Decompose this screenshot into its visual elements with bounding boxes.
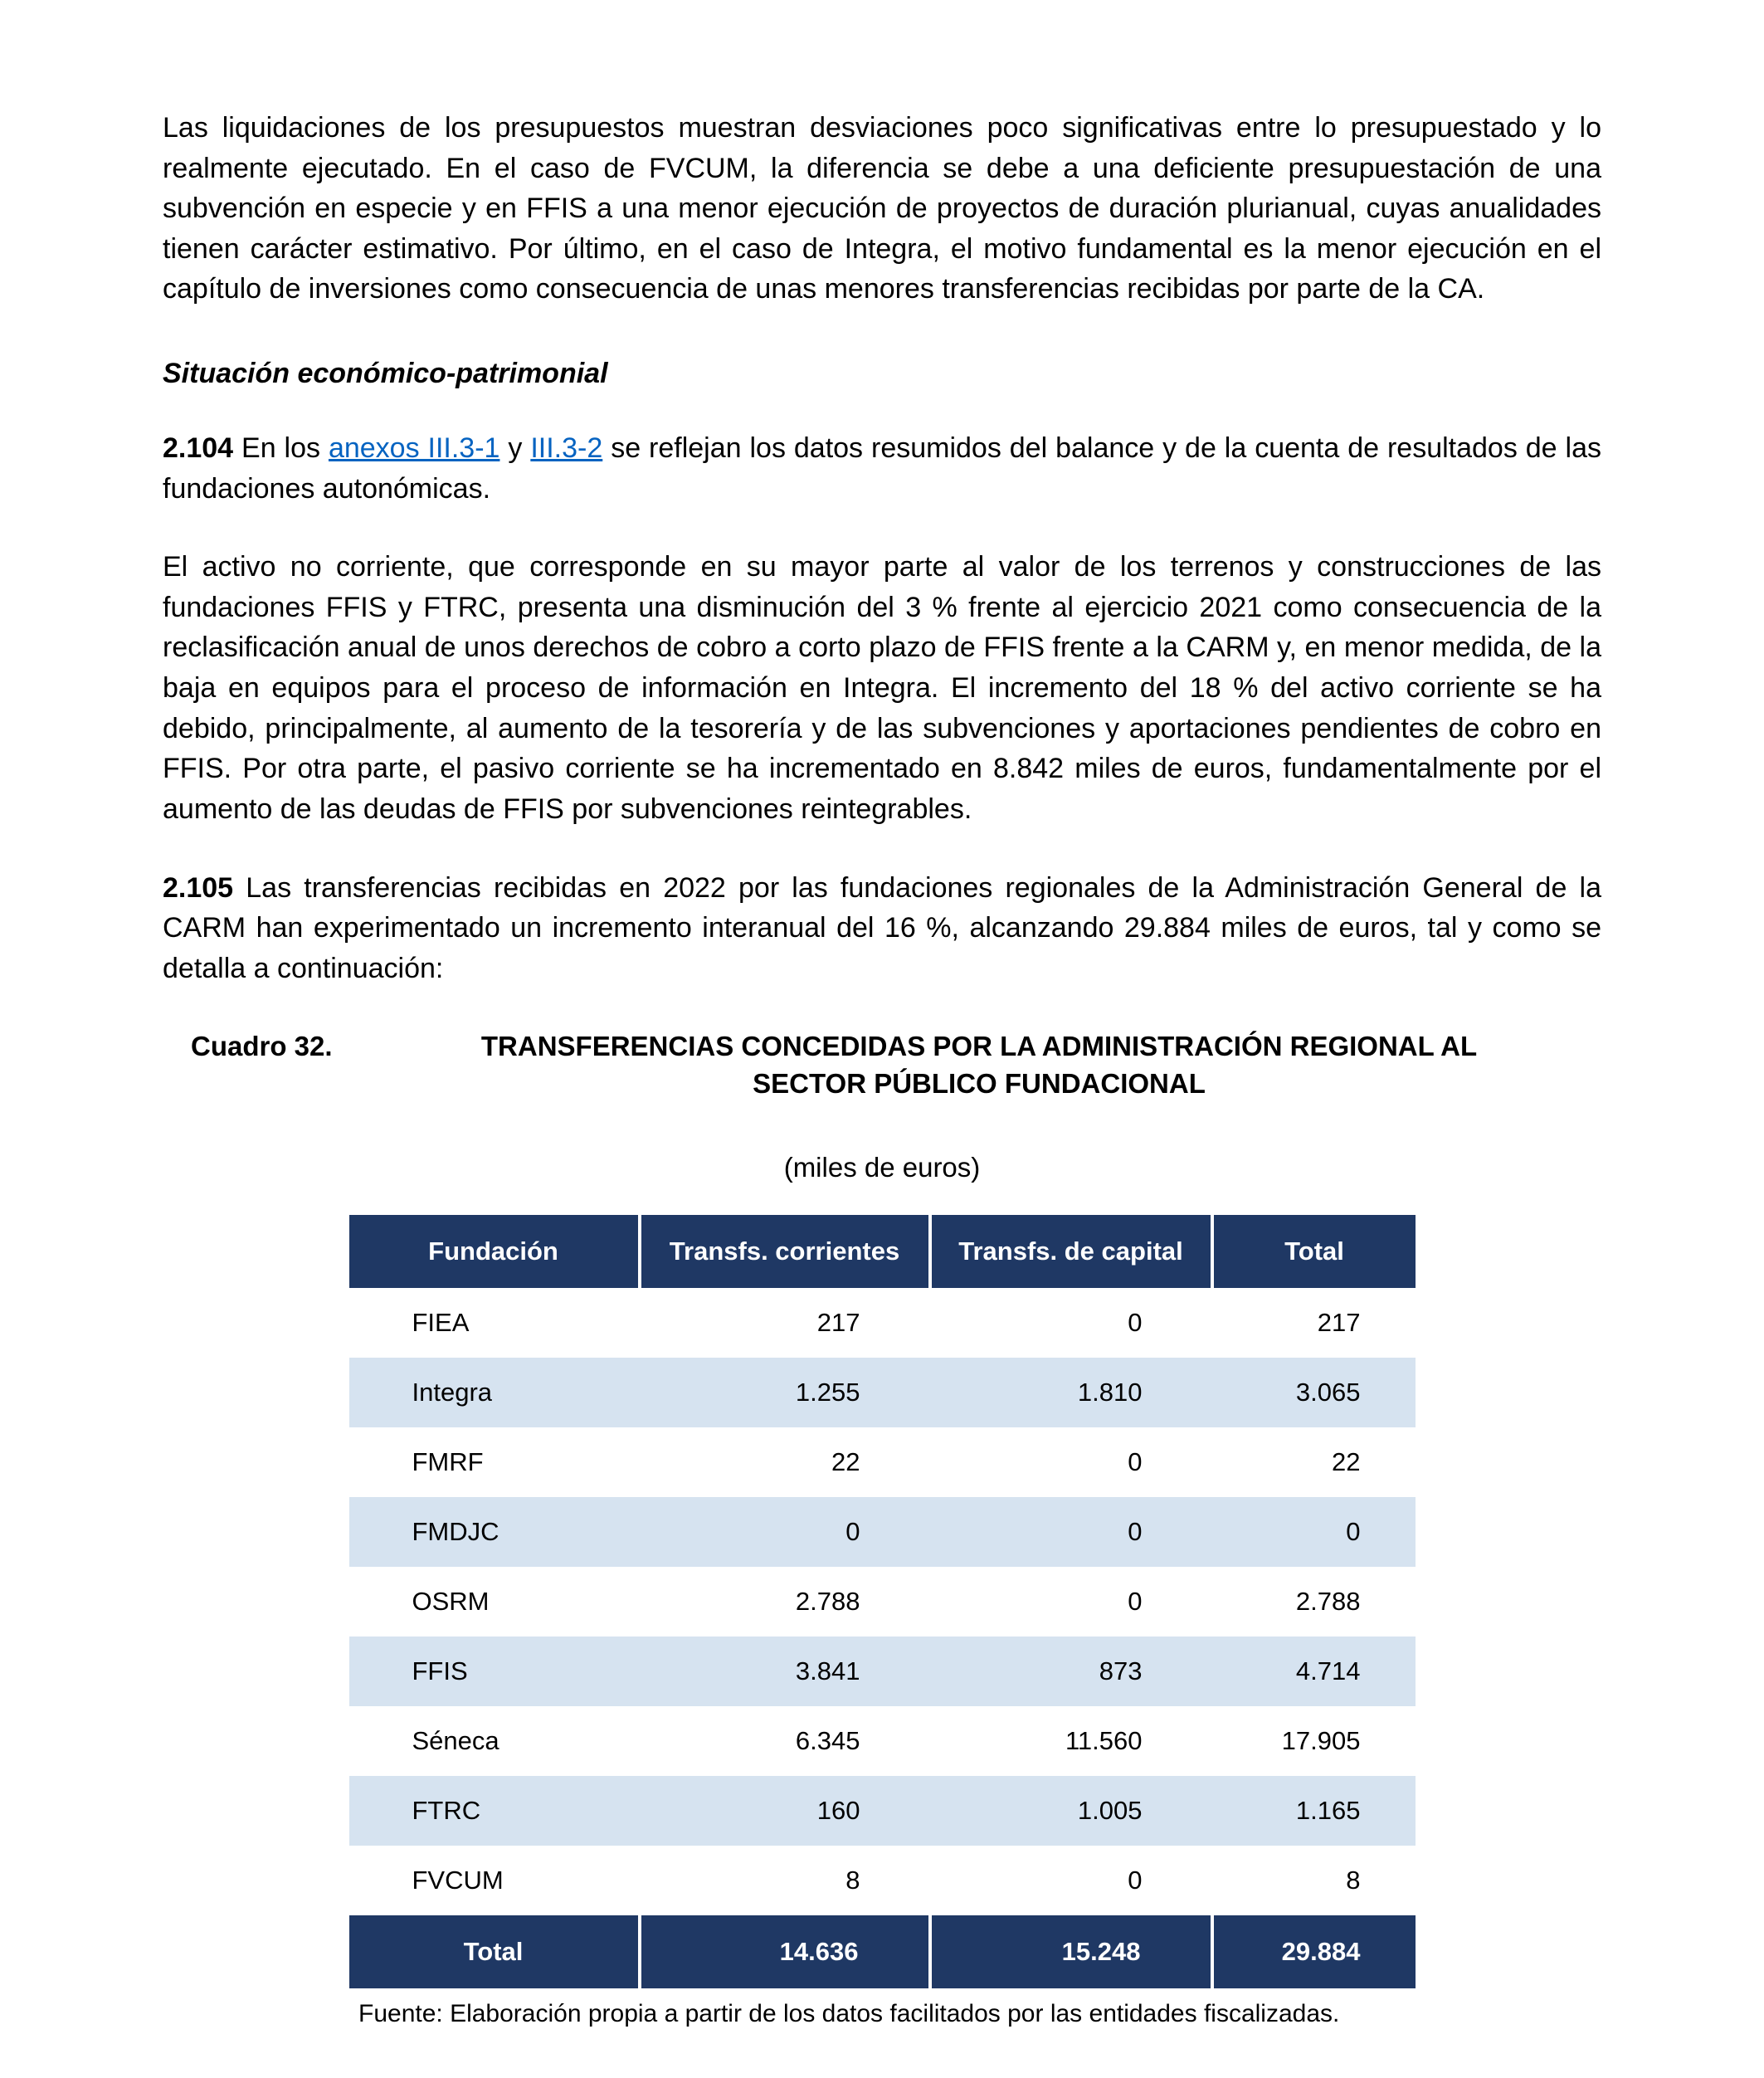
column-header-transfs-corrientes: Transfs. corrientes [640,1215,930,1288]
cell-total: 8 [1346,1866,1361,1895]
cell-fundacion: FVCUM [412,1866,504,1895]
cell-fundacion: FMRF [412,1447,484,1477]
cell-fundacion: FMDJC [412,1517,499,1547]
cell-capital: 1.005 [1077,1796,1143,1826]
cell-capital: 11.560 [1065,1726,1143,1756]
table-row [349,1637,1416,1706]
cell-capital: 0 [1128,1517,1143,1547]
cell-total: 4.714 [1295,1656,1361,1686]
total-corrientes: 14.636 [640,1915,930,1988]
cell-total: 0 [1346,1517,1361,1547]
paragraph-2105-text: Las transferencias recibidas en 2022 por las fundaciones regionales de la Administración General de la CARM han experimentado un incremento interanual del 16 %, alcanzando 29.884 miles de euros, tal y como se detalla a continuación: [163,871,1601,984]
cell-corrientes: 1.255 [795,1378,860,1407]
cell-capital: 0 [1128,1587,1143,1617]
table-row [349,1358,1416,1427]
paragraph-2104-pre: En los [233,432,329,465]
cell-total: 17.905 [1281,1726,1361,1756]
total-capital: 15.248 [930,1915,1212,1988]
paragraph-liquidaciones: Las liquidaciones de los presupuestos muestran desviaciones poco significativas entre lo presupuestado y lo realmente ejecutado. En el caso de FVCUM, la diferencia se debe a una deficiente presupuestación de una subvención en especie y en FFIS a una menor ejecución de proyectos de duración plurianual, cuyas anualidades tienen carácter estimativo. Por último, en el caso de Integra, el motivo fundamental es la menor ejecución en el capítulo de inversiones como consecuencia de unas menores transferencias recibidas por parte de la CA. [163,112,1601,305]
table-caption [191,1028,1601,1102]
transfers-table [349,1215,1416,1988]
cell-corrientes: 2.788 [795,1587,860,1617]
table-caption-label: Cuadro 32. [191,1031,333,1062]
cell-corrientes: 160 [816,1796,860,1826]
paragraph-2104 [163,428,1601,509]
table-header-row [349,1215,1416,1288]
table-row [349,1288,1416,1358]
cell-total: 22 [1332,1447,1361,1477]
table-row [349,1706,1416,1776]
cell-corrientes: 6.345 [795,1726,860,1756]
cell-total: 3.065 [1295,1378,1361,1407]
column-header-transfs-capital: Transfs. de capital [930,1215,1212,1288]
transfers-table-header [349,1215,1416,1288]
paragraph-2104-post: se reflejan los datos resumidos del balance y de la cuenta de resultados de las fundaciones autonómicas. [163,432,1601,505]
cell-corrientes: 0 [845,1517,860,1547]
paragraph-2104-and: y [499,432,531,465]
cell-fundacion: FIEA [412,1308,470,1338]
table-row [349,1567,1416,1637]
column-header-total: Total [1212,1215,1416,1288]
link-anexo-iii-3-2[interactable]: III.3-2 [530,432,603,465]
table-total-row [349,1915,1416,1988]
cell-corrientes: 8 [845,1866,860,1895]
total-row-label: Total [349,1915,640,1988]
paragraph-2105 [163,868,1601,989]
transfers-table-footer [349,1915,1416,1988]
cell-corrientes: 3.841 [795,1656,860,1686]
paragraph-number-2104: 2.104 [163,432,234,465]
cell-capital: 1.810 [1077,1378,1143,1407]
cell-capital: 0 [1128,1866,1143,1895]
link-anexo-iii-3-1[interactable]: anexos III.3-1 [328,432,500,465]
table-caption-title: TRANSFERENCIAS CONCEDIDAS POR LA ADMINISTRACIÓN REGIONAL AL SECTOR PÚBLICO FUNDACIONAL [480,1031,1478,1099]
cell-total: 217 [1317,1308,1361,1338]
cell-fundacion: Séneca [412,1726,499,1756]
table-units-note: (miles de euros) [783,1152,981,1183]
section-heading-situacion-economico-patrimonial: Situación económico-patrimonial [163,358,608,390]
cell-total: 2.788 [1295,1587,1361,1617]
cell-corrientes: 217 [816,1308,860,1338]
table-row [349,1497,1416,1567]
table-row [349,1846,1416,1915]
total-total: 29.884 [1212,1915,1416,1988]
cell-total: 1.165 [1295,1796,1361,1826]
table-source-note: Fuente: Elaboración propia a partir de los datos facilitados por las entidades fiscalizadas. [358,2000,1340,2028]
cell-fundacion: FFIS [412,1656,468,1686]
cell-capital: 0 [1128,1308,1143,1338]
cell-fundacion: OSRM [412,1587,490,1617]
paragraph-number-2105: 2.105 [163,871,234,904]
table-row [349,1427,1416,1497]
cell-capital: 873 [1099,1656,1143,1686]
table-row [349,1776,1416,1846]
cell-fundacion: Integra [412,1378,493,1407]
paragraph-activo-no-corriente: El activo no corriente, que corresponde en su mayor parte al valor de los terrenos y construcciones de las fundaciones FFIS y FTRC, presenta una disminución del 3 % frente al ejercicio 2021 como consecuencia de la reclasificación anual de unos derechos de cobro a corto plazo de FFIS frente a la CARM y, en menor medida, de la baja en equipos para el proceso de información en Integra. El incremento del 18 % del activo corriente se ha debido, principalmente, al aumento de la tesorería y de las subvenciones y aportaciones pendientes de cobro en FFIS. Por otra parte, el pasivo corriente se ha incrementado en 8.842 miles de euros, fundamentalmente por el aumento de las deudas de FFIS por subvenciones reintegrables. [163,551,1601,825]
column-header-fundacion: Fundación [349,1215,640,1288]
cell-fundacion: FTRC [412,1796,481,1826]
cell-corrientes: 22 [831,1447,860,1477]
cell-capital: 0 [1128,1447,1143,1477]
